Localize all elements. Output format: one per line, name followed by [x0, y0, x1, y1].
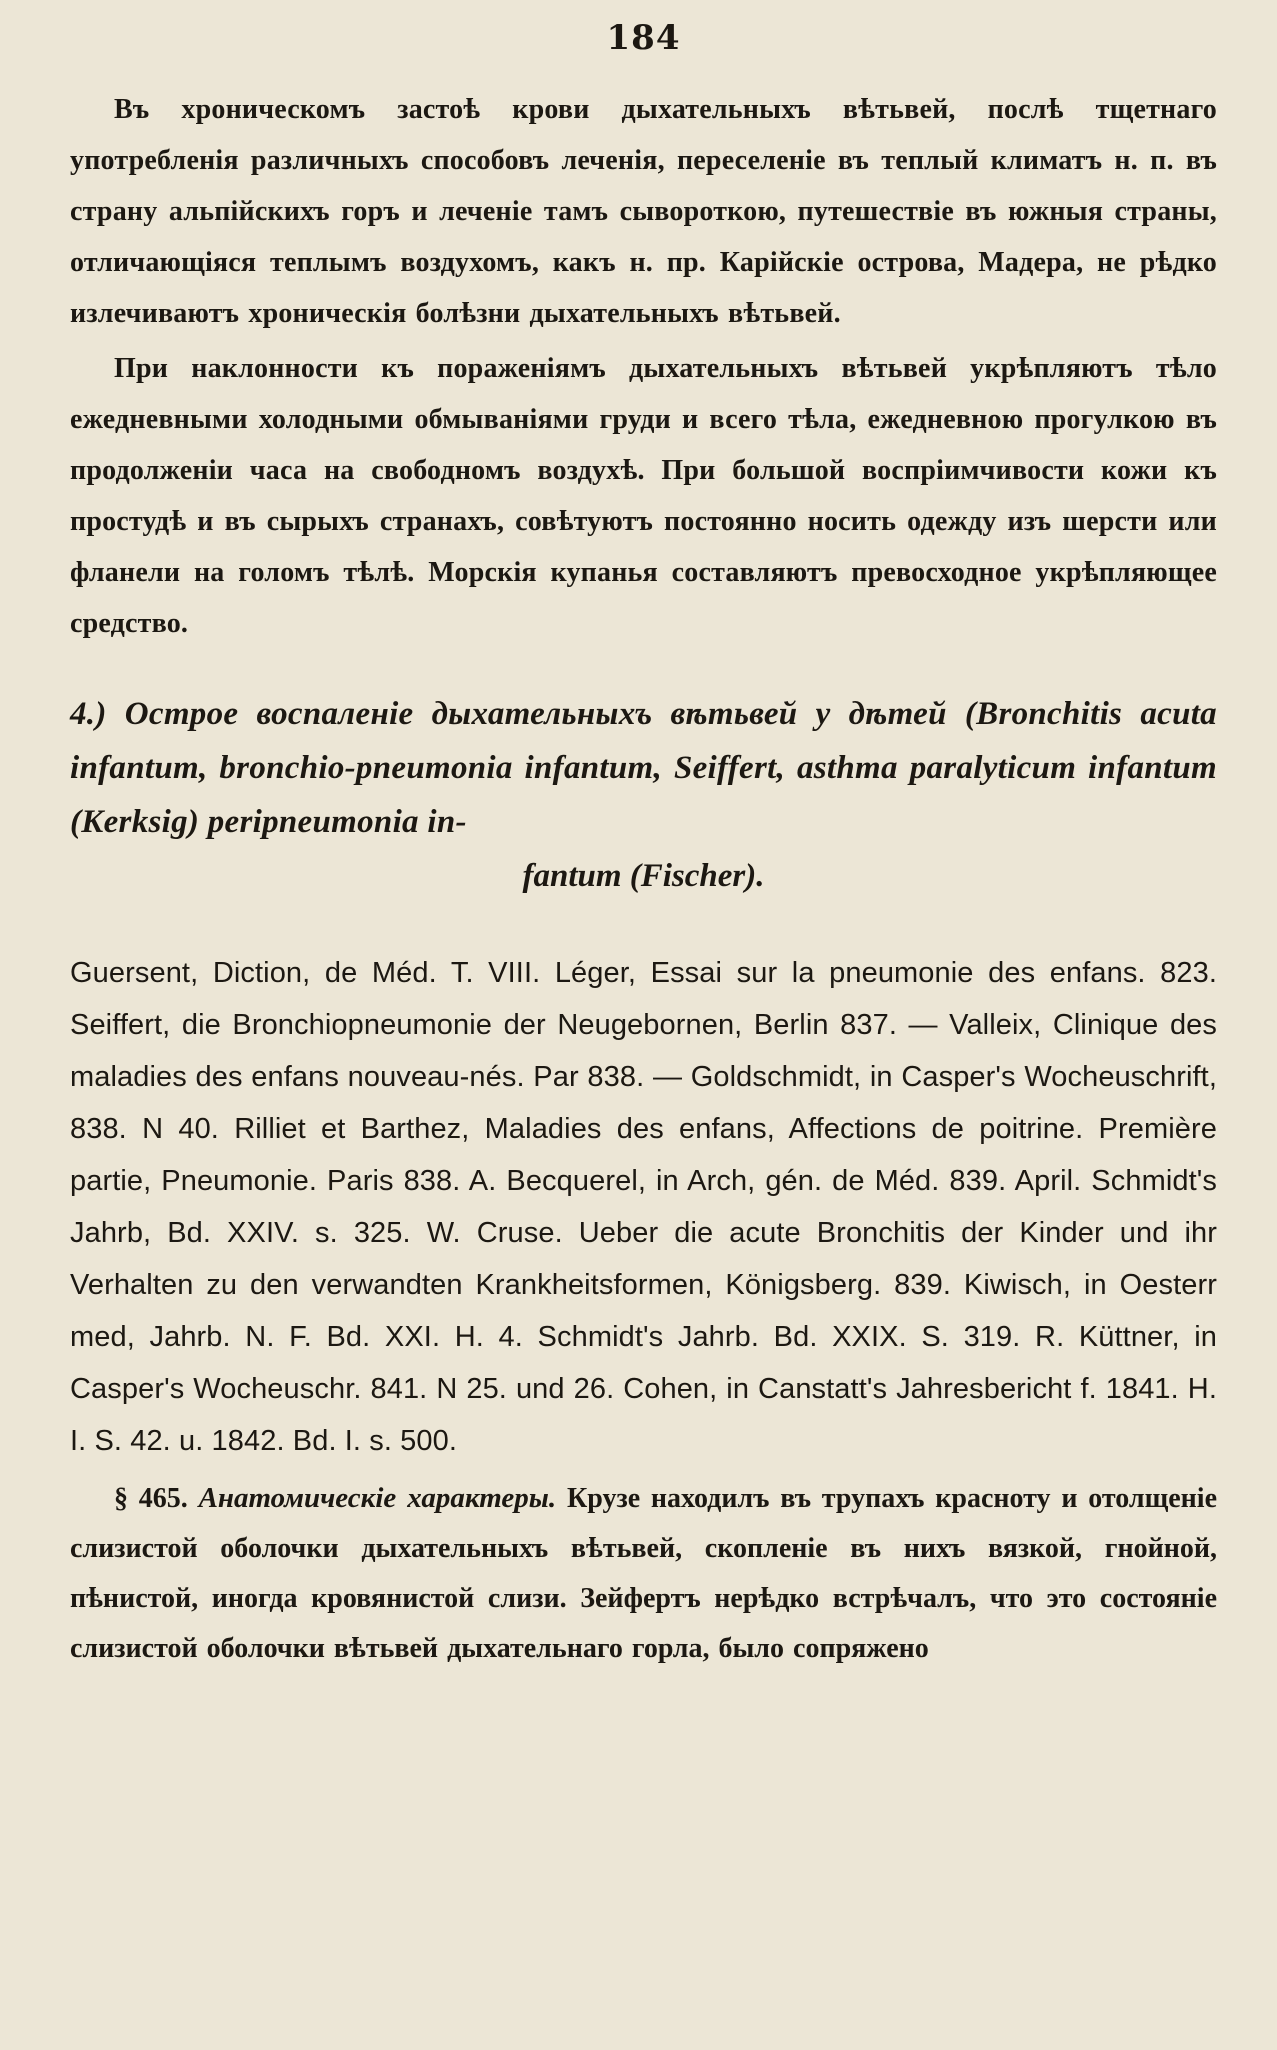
page-number: 184 — [606, 18, 681, 58]
paragraph-2: При наклонности къ пораженіямъ дыхательныхъ вѣтьвей укрѣпляютъ тѣло ежедневными холодными обмываніями груди и всего тѣла, ежедневною прогулкою въ продолженіи часа на свободномъ воздухѣ. При большой воспріимчивости кожи къ простудѣ и въ сырыхъ странахъ, совѣтуютъ постоянно носить одежду изъ шерсти или фланели на голомъ тѣлѣ. Морскія купанья составляютъ превосходное укрѣпляющее средство. — [70, 353, 1217, 639]
section-heading-end: fantum (Fischer). — [522, 858, 765, 894]
section-heading: 4.) Острое воспаленіе дыхательныхъ вѣтьвей у дѣтей (Bronchitis acuta infantum, bronchio-pneumonia infantum, Seiffert, asthma paralyticum infantum (Kerksig) peripneumonia in- — [70, 696, 1217, 840]
bibliography: Guersent, Diction, de Méd. T. VIII. Léger, Essai sur la pneumonie des enfans. 823. Seiffert, die Bronchiopneumonie der Neugebornen, Berlin 837. — Valleix, Clinique des maladies des enfans nouveau-nés. Par 838. — Goldschmidt, in Casper's Wocheuschrift, 838. N 40. Rilliet et Barthez, Maladies des enfans, Affections de poitrine. Première partie, Pneumonie. Paris 838. A. Becquerel, in Arch, gén. de Méd. 839. April. Schmidt's Jahrb, Bd. XXIV. s. 325. W. Cruse. Ueber die acute Bronchitis der Kinder und ihr Verhalten zu den verwandten Krankheitsformen, Königsberg. 839. Kiwisch, in Oesterr med, Jahrb. N. F. Bd. XXI. H. 4. Schmidt's Jahrb. Bd. XXIX. S. 319. R. Küttner, in Casper's Wocheuschr. 841. N 25. und 26. Cohen, in Canstatt's Jahresbericht f. 1841. H. I. S. 42. u. 1842. Bd. I. s. 500. — [70, 957, 1217, 1457]
paragraph-1: Въ хроническомъ застоѣ крови дыхательныхъ вѣтьвей, послѣ тщетнаго употребленія различныхъ способовъ леченія, переселеніе въ теплый климатъ н. п. въ страну альпійскихъ горъ и леченіе тамъ сывороткою, путешествіе въ южныя страны, отличающіяся теплымъ воздухомъ, какъ н. пр. Карійскіе острова, Мадера, не рѣдко излечиваютъ хроническія болѣзни дыхательныхъ вѣтьвей. — [70, 94, 1217, 329]
paragraph-number: § 465. — [114, 1483, 188, 1514]
paragraph-text: Крузе находилъ въ трупахъ красноту и отолщеніе слизистой оболочки дыхательныхъ вѣтьвей, скопленіе въ нихъ вязкой, гнойной, пѣнистой, иногда кровянистой слизи. Зейфертъ нерѣдко встрѣчалъ, что это состояніе слизистой оболочки вѣтьвей дыхательнаго горла, было сопряжено — [70, 1483, 1218, 1664]
paragraph-heading: Анатомическіе характеры. — [198, 1482, 557, 1514]
paragraph-465 — [70, 1473, 1217, 1674]
